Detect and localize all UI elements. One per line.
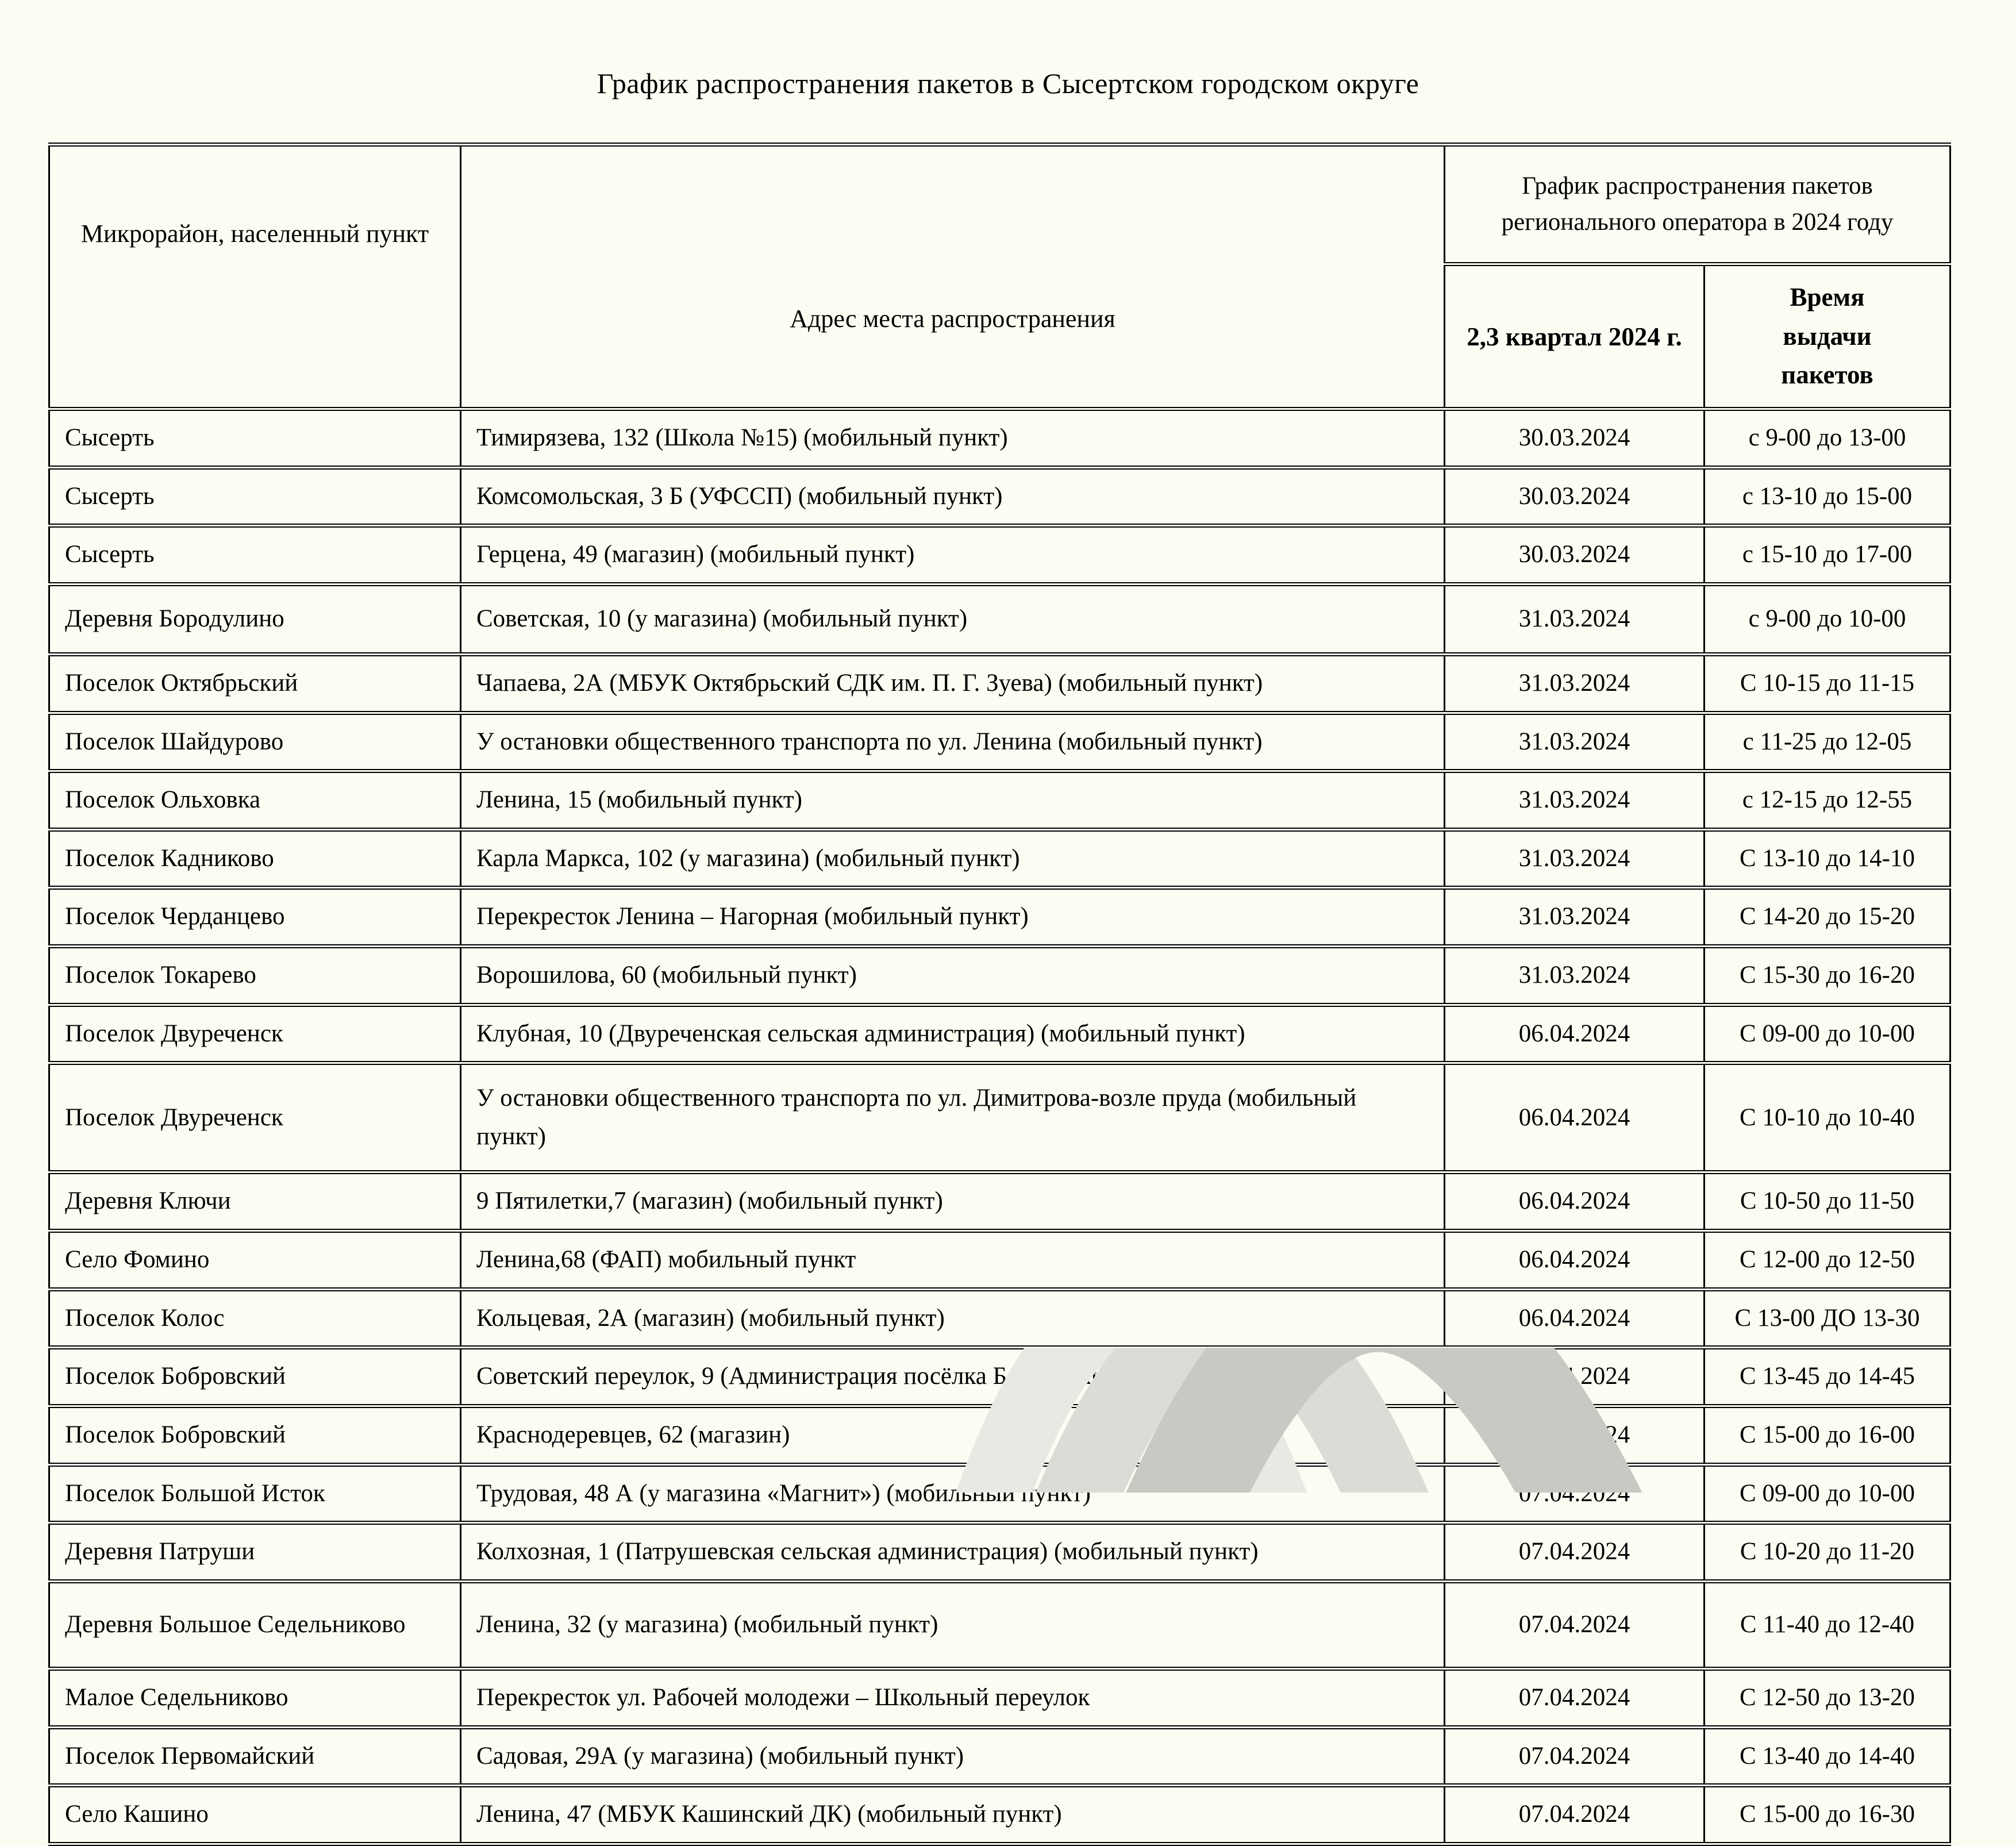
cell-district: Поселок Черданцево <box>49 888 461 947</box>
cell-address: Клубная, 10 (Двуреченская сельская администрация) (мобильный пункт) <box>461 1005 1445 1063</box>
document-page <box>0 67 2016 1846</box>
header-date: 2,3 квартал 2024 г. <box>1445 264 1705 409</box>
cell-address: Трудовая, 48 А (у магазина «Магнит») (мобильный пункт) <box>461 1464 1445 1523</box>
cell-time: с 15-10 до 17-00 <box>1705 526 1950 584</box>
cell-district: Село Кашино <box>49 1786 461 1844</box>
cell-address: У остановки общественного транспорта по ул. Ленина (мобильный пункт) <box>461 713 1445 771</box>
cell-district: Малое Седельниково <box>49 1668 461 1727</box>
cell-address: Садовая, 29А (у магазина) (мобильный пункт) <box>461 1727 1445 1786</box>
cell-address: Кольцевая, 2А (магазин) (мобильный пункт) <box>461 1289 1445 1348</box>
cell-time: С 15-00 до 16-30 <box>1705 1786 1950 1844</box>
table-row <box>49 526 1950 584</box>
cell-district: Сысерть <box>49 409 461 468</box>
cell-time: с 9-00 до 10-00 <box>1705 584 1950 654</box>
cell-time: С 12-50 до 13-20 <box>1705 1668 1950 1727</box>
cell-date: 06.04.2024 <box>1445 1289 1705 1348</box>
cell-date: 07.04.2024 <box>1445 1581 1705 1668</box>
cell-district: Поселок Колос <box>49 1289 461 1348</box>
cell-time: С 10-20 до 11-20 <box>1705 1523 1950 1582</box>
cell-date: 06.04.2024 <box>1445 1231 1705 1290</box>
cell-district: Сысерть <box>49 526 461 584</box>
cell-address: У остановки общественного транспорта по ул. Димитрова-возле пруда (мобильный пункт) <box>461 1063 1445 1172</box>
cell-date: 30.03.2024 <box>1445 409 1705 468</box>
cell-district: Поселок Бобровский <box>49 1348 461 1406</box>
cell-date: 31.03.2024 <box>1445 947 1705 1005</box>
cell-date: 31.03.2024 <box>1445 829 1705 888</box>
table-row <box>49 1668 1950 1727</box>
cell-time: С 11-40 до 12-40 <box>1705 1581 1950 1668</box>
schedule-table <box>48 143 1951 1846</box>
cell-address: Герцена, 49 (магазин) (мобильный пункт) <box>461 526 1445 584</box>
cell-district: Поселок Ольховка <box>49 771 461 830</box>
cell-time: с 13-10 до 15-00 <box>1705 467 1950 526</box>
cell-date: 07.04.2024 <box>1445 1786 1705 1844</box>
schedule-table-body <box>49 409 1950 1844</box>
cell-address: Чапаева, 2А (МБУК Октябрьский СДК им. П. Г. Зуева) (мобильный пункт) <box>461 654 1445 713</box>
cell-address: Тимирязева, 132 (Школа №15) (мобильный пункт) <box>461 409 1445 468</box>
cell-date: 31.03.2024 <box>1445 713 1705 771</box>
cell-time: с 12-15 до 12-55 <box>1705 771 1950 830</box>
header-address: Адрес места распространения <box>461 145 1445 409</box>
cell-date: 07.04.2024 <box>1445 1668 1705 1727</box>
cell-district: Деревня Бородулино <box>49 584 461 654</box>
table-row <box>49 771 1950 830</box>
table-row <box>49 947 1950 1005</box>
cell-date: 06.04.2024 <box>1445 1348 1705 1406</box>
cell-district: Поселок Токарево <box>49 947 461 1005</box>
cell-date: 31.03.2024 <box>1445 584 1705 654</box>
cell-address: Советский переулок, 9 (Администрация посёлка Бобровский) (мобильный пункт) <box>461 1348 1445 1406</box>
table-row <box>49 1581 1950 1668</box>
cell-district: Деревня Патруши <box>49 1523 461 1582</box>
cell-date: 30.03.2024 <box>1445 526 1705 584</box>
table-row <box>49 1231 1950 1290</box>
table-row <box>49 654 1950 713</box>
cell-date: 06.04.2024 <box>1445 1406 1705 1464</box>
cell-time: с 9-00 до 13-00 <box>1705 409 1950 468</box>
table-row <box>49 1786 1950 1844</box>
table-row <box>49 1523 1950 1582</box>
cell-address: Перекресток ул. Рабочей молодежи – Школьный переулок <box>461 1668 1445 1727</box>
cell-time: С 12-00 до 12-50 <box>1705 1231 1950 1290</box>
cell-district: Поселок Двуреченск <box>49 1063 461 1172</box>
table-row <box>49 409 1950 468</box>
cell-time: С 13-00 ДО 13-30 <box>1705 1289 1950 1348</box>
table-row <box>49 467 1950 526</box>
table-row <box>49 888 1950 947</box>
cell-district: Поселок Шайдурово <box>49 713 461 771</box>
cell-district: Поселок Кадниково <box>49 829 461 888</box>
cell-district: Село Фомино <box>49 1231 461 1290</box>
cell-time: С 13-45 до 14-45 <box>1705 1348 1950 1406</box>
table-row <box>49 713 1950 771</box>
cell-time: С 10-15 до 11-15 <box>1705 654 1950 713</box>
cell-time: С 09-00 до 10-00 <box>1705 1005 1950 1063</box>
cell-district: Поселок Октябрьский <box>49 654 461 713</box>
cell-date: 06.04.2024 <box>1445 1063 1705 1172</box>
cell-address: Карла Маркса, 102 (у магазина) (мобильный пункт) <box>461 829 1445 888</box>
cell-date: 06.04.2024 <box>1445 1172 1705 1231</box>
table-row <box>49 1406 1950 1464</box>
table-row <box>49 1348 1950 1406</box>
cell-date: 07.04.2024 <box>1445 1523 1705 1582</box>
cell-time: С 09-00 до 10-00 <box>1705 1464 1950 1523</box>
cell-address: 9 Пятилетки,7 (магазин) (мобильный пункт) <box>461 1172 1445 1231</box>
cell-district: Поселок Бобровский <box>49 1406 461 1464</box>
cell-district: Поселок Первомайский <box>49 1727 461 1786</box>
header-time: Время выдачи пакетов <box>1705 264 1950 409</box>
table-row <box>49 1464 1950 1523</box>
cell-date: 31.03.2024 <box>1445 888 1705 947</box>
page-title: График распространения пакетов в Сысертском городском округе <box>597 67 1419 99</box>
cell-time: С 15-30 до 16-20 <box>1705 947 1950 1005</box>
table-row <box>49 1289 1950 1348</box>
cell-date: 30.03.2024 <box>1445 467 1705 526</box>
cell-time: С 13-10 до 14-10 <box>1705 829 1950 888</box>
header-row-top <box>49 145 1950 264</box>
cell-address: Колхозная, 1 (Патрушевская сельская администрация) (мобильный пункт) <box>461 1523 1445 1582</box>
cell-address: Ворошилова, 60 (мобильный пункт) <box>461 947 1445 1005</box>
table-header <box>49 145 1950 409</box>
cell-time: С 10-50 до 11-50 <box>1705 1172 1950 1231</box>
table-row <box>49 1727 1950 1786</box>
cell-address: Комсомольская, 3 Б (УФССП) (мобильный пункт) <box>461 467 1445 526</box>
cell-time: С 10-10 до 10-40 <box>1705 1063 1950 1172</box>
cell-address: Ленина, 47 (МБУК Кашинский ДК) (мобильный пункт) <box>461 1786 1445 1844</box>
cell-district: Деревня Большое Седельниково <box>49 1581 461 1668</box>
cell-time: С 13-40 до 14-40 <box>1705 1727 1950 1786</box>
header-schedule-group: График распространения пакетов регионального оператора в 2024 году <box>1445 145 1950 264</box>
table-row <box>49 829 1950 888</box>
table-row <box>49 1063 1950 1172</box>
cell-time: с 11-25 до 12-05 <box>1705 713 1950 771</box>
header-district: Микрорайон, населенный пункт <box>49 145 461 409</box>
cell-district: Поселок Двуреченск <box>49 1005 461 1063</box>
cell-address: Ленина, 15 (мобильный пункт) <box>461 771 1445 830</box>
table-row <box>49 1172 1950 1231</box>
cell-time: С 14-20 до 15-20 <box>1705 888 1950 947</box>
cell-date: 06.04.2024 <box>1445 1005 1705 1063</box>
table-row <box>49 584 1950 654</box>
table-row <box>49 1005 1950 1063</box>
cell-district: Поселок Большой Исток <box>49 1464 461 1523</box>
cell-date: 07.04.2024 <box>1445 1464 1705 1523</box>
cell-district: Сысерть <box>49 467 461 526</box>
cell-address: Перекресток Ленина – Нагорная (мобильный пункт) <box>461 888 1445 947</box>
cell-address: Краснодеревцев, 62 (магазин) <box>461 1406 1445 1464</box>
cell-address: Ленина,68 (ФАП) мобильный пункт <box>461 1231 1445 1290</box>
cell-address: Советская, 10 (у магазина) (мобильный пункт) <box>461 584 1445 654</box>
cell-date: 07.04.2024 <box>1445 1727 1705 1786</box>
cell-district: Деревня Ключи <box>49 1172 461 1231</box>
cell-address: Ленина, 32 (у магазина) (мобильный пункт) <box>461 1581 1445 1668</box>
cell-date: 31.03.2024 <box>1445 771 1705 830</box>
cell-time: С 15-00 до 16-00 <box>1705 1406 1950 1464</box>
cell-date: 31.03.2024 <box>1445 654 1705 713</box>
